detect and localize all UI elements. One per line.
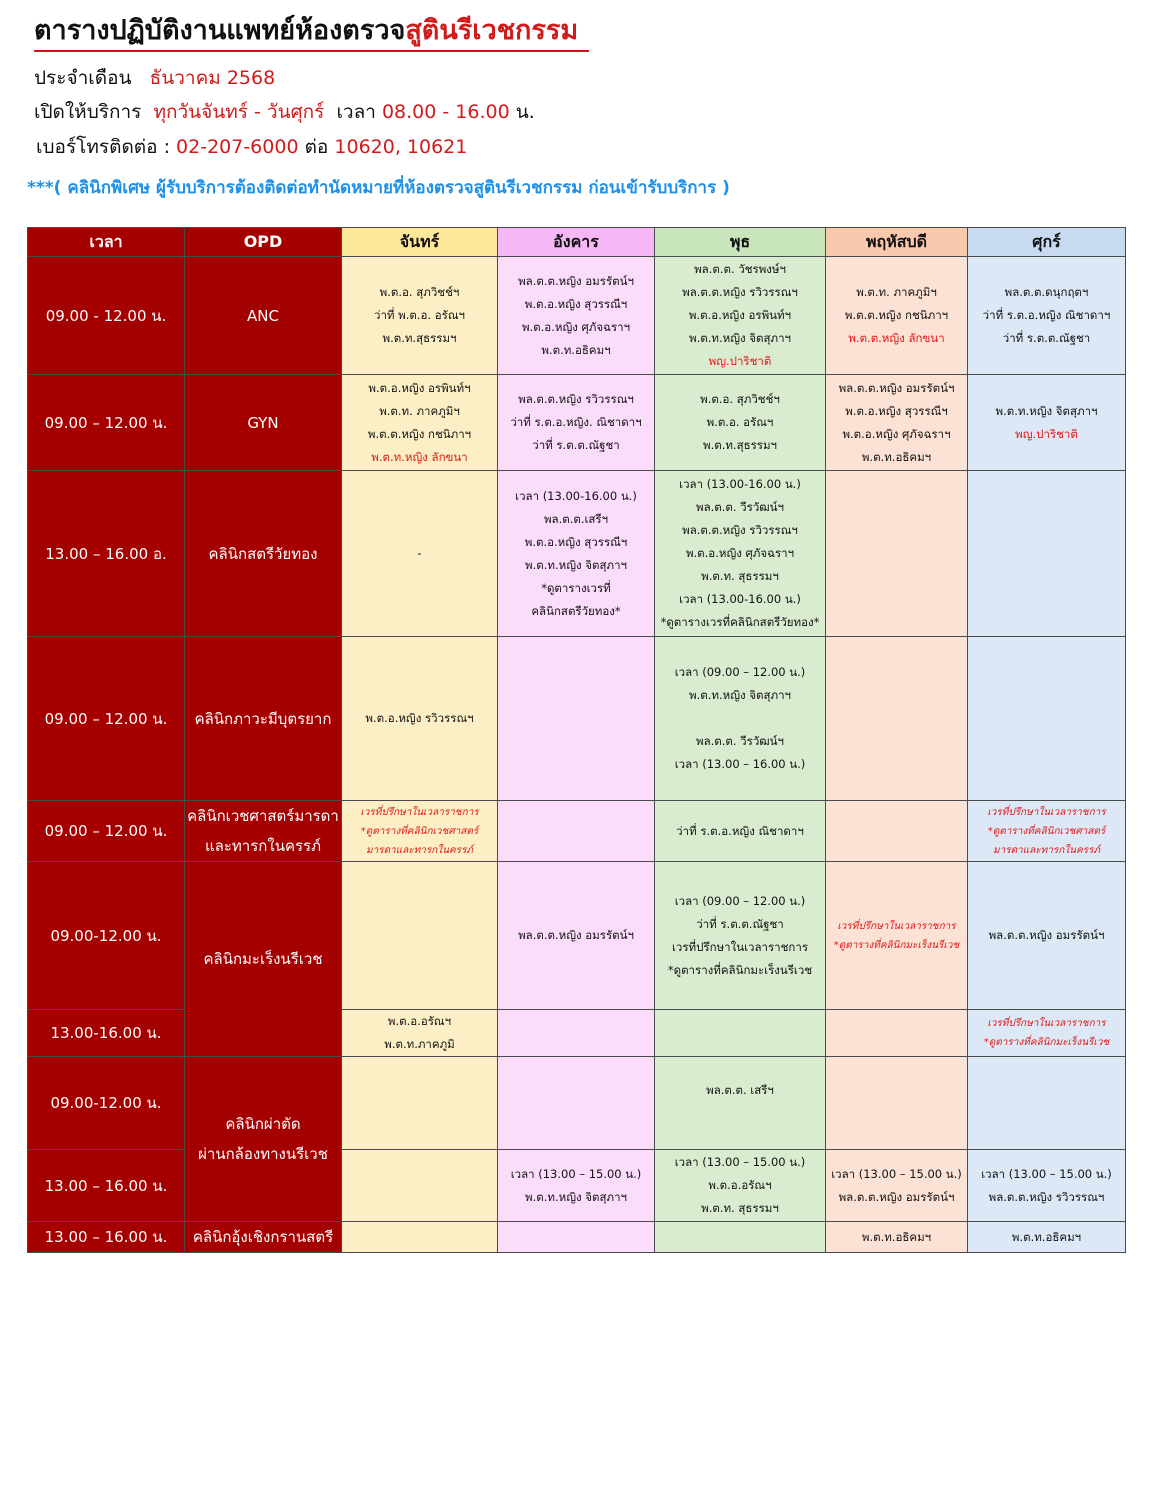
doctor-name: พ.ต.ท.ภาคภูมิ — [384, 1037, 455, 1051]
row-menopause — [28, 471, 1126, 637]
cell-tuesday — [498, 637, 655, 801]
cell-friday — [968, 1010, 1126, 1057]
cell-thursday — [826, 257, 968, 375]
row-mfm — [28, 801, 1126, 862]
cell-monday: - — [342, 471, 498, 637]
doctor-name-highlight: พ.ต.ท.หญิง ลักขนา — [371, 449, 468, 464]
time-cell: 09.00 - 12.00 น. — [28, 257, 185, 375]
time-cell: 09.00-12.00 น. — [28, 1057, 185, 1150]
consult-note: มารดาและทารกในครรภ์ — [365, 844, 473, 856]
doctor-name: พล.ต.ต. วัชรพงษ์ฯ — [694, 262, 786, 276]
doctor-name: พ.ต.อ.หญิง สุวรรณีฯ — [524, 534, 628, 549]
clinic-time: เวลา (13.00 – 15.00 น.) — [831, 1166, 962, 1181]
clinic-time: เวลา (13.00-16.00 น.) — [679, 592, 801, 606]
cell-friday — [968, 801, 1126, 862]
opd-name: ผ่านกล้องทางนรีเวช — [198, 1145, 328, 1163]
ext-label: ต่อ — [304, 136, 329, 158]
doctor-name: พ.ต.อ.อรัณฯ — [387, 1014, 452, 1028]
time-cell: 13.00 – 16.00 อ. — [28, 471, 185, 637]
doctor-name: พ.ต.ต.หญิง กชนิภาฯ — [844, 308, 949, 322]
consult-note: เวรที่ปรึกษาในเวลาราชการ — [837, 920, 956, 932]
cell-wednesday — [655, 375, 826, 471]
cell-monday — [342, 257, 498, 375]
doctor-name: พล.ต.ต.หญิง รวิวรรณฯ — [682, 523, 798, 537]
header-tuesday: อังคาร — [498, 228, 655, 257]
doctor-name: พ.ต.ท.หญิง จิตสุภาฯ — [689, 688, 791, 702]
page-title — [34, 8, 578, 51]
time-cell: 09.00-12.00 น. — [28, 862, 185, 1010]
doctor-name: พล.ต.ต.ดนุกฤตฯ — [1004, 285, 1089, 299]
cell-monday — [342, 1057, 498, 1150]
doctor-name: พ.ต.ท. สุธรรมฯ — [701, 1201, 779, 1215]
doctor-name: พ.ต.ท.สุธรรมฯ — [382, 331, 457, 345]
doctor-name: พล.ต.ต. วีรวัฒน์ฯ — [696, 734, 784, 748]
doctor-name: พ.ต.อ.หญิง อรพินท์ฯ — [688, 308, 792, 322]
opd-cell — [185, 801, 342, 862]
schedule-note: เวรที่ปรึกษาในเวลาราชการ — [671, 939, 809, 954]
cell-monday: พ.ต.อ.หญิง รวิวรรณฯ — [342, 637, 498, 801]
row-urogyn — [28, 1222, 1126, 1253]
cell-monday — [342, 801, 498, 862]
cell-thursday — [826, 1010, 968, 1057]
row-gyn-onco-am — [28, 862, 1126, 1010]
time-label: เวลา — [336, 101, 376, 123]
cell-wednesday — [655, 1150, 826, 1222]
cell-thursday — [826, 801, 968, 862]
cell-tuesday — [498, 471, 655, 637]
cell-tuesday — [498, 1150, 655, 1222]
cell-wednesday — [655, 1222, 826, 1253]
hours-line — [34, 97, 535, 127]
clinic-time: เวลา (13.00 – 15.00 น.) — [674, 1155, 806, 1169]
opd-cell — [185, 1057, 342, 1222]
cell-friday: พล.ต.ต.หญิง อมรรัตน์ฯ — [968, 862, 1126, 1010]
doctor-name: พล.ต.ต.หญิง รวิวรรณฯ — [988, 1189, 1105, 1204]
ext-value: 10620, 10621 — [334, 136, 468, 158]
open-days: ทุกวันจันทร์ - วันศุกร์ — [153, 101, 325, 123]
cell-tuesday — [498, 1057, 655, 1150]
doctor-name: ว่าที่ ร.ต.ต.ณัฐชา — [532, 438, 620, 452]
consult-note: เวรที่ปรึกษาในเวลาราชการ — [987, 806, 1106, 818]
doctor-name: พล.ต.ต.หญิง รวิวรรณฯ — [682, 285, 798, 299]
time-cell: 09.00 – 12.00 น. — [28, 375, 185, 471]
time-value: 08.00 - 16.00 — [381, 101, 510, 123]
doctor-name: พ.ต.ท.หญิง จิตสุภาฯ — [525, 1189, 627, 1204]
clinic-time: เวลา (13.00 – 15.00 น.) — [510, 1166, 642, 1181]
doctor-name: พ.ต.ท.หญิง จิตสุภาฯ — [525, 557, 627, 572]
header-friday: ศุกร์ — [968, 228, 1126, 257]
clinic-time: เวลา (13.00 – 15.00 น.) — [981, 1166, 1112, 1181]
doctor-name: พล.ต.ต.เสรีฯ — [543, 511, 609, 526]
doctor-name: พ.ต.ท.อธิคมฯ — [541, 342, 611, 357]
doctor-name: พ.ต.อ.หญิง ศุภัจฉราฯ — [521, 319, 631, 334]
title-underline — [34, 50, 589, 52]
cell-wednesday — [655, 862, 826, 1010]
doctor-name: พล.ต.ต.หญิง อมรรัตน์ฯ — [838, 380, 955, 395]
cell-friday — [968, 375, 1126, 471]
doctor-name: พ.ต.อ.หญิง ศุภัจฉราฯ — [685, 546, 795, 560]
doctor-name: พ.ต.ท.สุธรรมฯ — [702, 438, 778, 452]
cell-monday — [342, 1150, 498, 1222]
month-line — [34, 63, 275, 93]
consult-note: เวรที่ปรึกษาในเวลาราชการ — [360, 806, 479, 818]
consult-note: *ดูตารางที่คลินิกเวชศาสตร์ — [360, 825, 479, 837]
open-label: เปิดให้บริการ — [34, 101, 142, 123]
doctor-name-highlight: พญ.ปาริชาติ — [1015, 426, 1078, 441]
cell-thursday — [826, 375, 968, 471]
month-label: ประจำเดือน — [34, 67, 132, 89]
doctor-name: พล.ต.ต.หญิง รวิวรรณฯ — [518, 392, 634, 406]
header-wednesday: พุธ — [655, 228, 826, 257]
doctor-name: ว่าที่ ร.ต.อ.หญิง ณิชาดาฯ — [982, 308, 1111, 322]
clinic-time: เวลา (13.00-16.00 น.) — [679, 477, 801, 491]
cell-friday: พ.ต.ท.อธิคมฯ — [968, 1222, 1126, 1253]
cell-thursday — [826, 1150, 968, 1222]
cell-tuesday — [498, 375, 655, 471]
consult-note: *ดูตารางที่คลินิกเวชศาสตร์ — [987, 825, 1106, 837]
cell-wednesday: ว่าที่ ร.ต.อ.หญิง ณิชาดาฯ — [655, 801, 826, 862]
cell-tuesday — [498, 801, 655, 862]
special-clinic-note: ***( คลินิกพิเศษ ผู้รับบริการต้องติดต่อทำนัดหมายที่ห้องตรวจสูตินรีเวชกรรม ก่อนเข้ารับบริการ ) — [27, 178, 730, 198]
doctor-name-highlight: พ.ต.ต.หญิง ลักขนา — [848, 331, 945, 345]
opd-cell: ANC — [185, 257, 342, 375]
doctor-name: พ.ต.อ.หญิง สุวรรณีฯ — [845, 403, 948, 418]
schedule-note: *ดูตารางเวรที่คลินิกสตรีวัยทอง* — [660, 615, 820, 629]
time-unit: น. — [515, 101, 535, 123]
doctor-name: ว่าที่ ร.ต.ต.ณัฐชา — [1002, 331, 1091, 345]
clinic-time: เวลา (09.00 – 12.00 น.) — [674, 893, 806, 908]
cell-thursday — [826, 1057, 968, 1150]
phone-line — [36, 132, 467, 162]
header-time: เวลา — [28, 228, 185, 257]
doctor-name: พ.ต.ท. ภาคภูมิฯ — [856, 285, 937, 299]
cell-thursday — [826, 471, 968, 637]
cell-friday — [968, 1150, 1126, 1222]
cell-tuesday — [498, 257, 655, 375]
phone-value: 02-207-6000 — [176, 136, 299, 158]
spacer — [657, 707, 823, 730]
time-cell: 13.00 – 16.00 น. — [28, 1150, 185, 1222]
opd-name: และทารกในครรภ์ — [205, 837, 321, 855]
cell-monday — [342, 1010, 498, 1057]
time-cell: 13.00 – 16.00 น. — [28, 1222, 185, 1253]
cell-wednesday: พล.ต.ต. เสรีฯ — [655, 1057, 826, 1150]
opd-name: คลินิกเวชศาสตร์มารดา — [187, 807, 339, 825]
opd-cell: คลินิกมะเร็งนรีเวช — [185, 862, 342, 1057]
doctor-name: พ.ต.อ. สุภวิชช์ฯ — [379, 285, 460, 299]
doctor-name: พ.ต.อ. สุภวิชช์ฯ — [700, 392, 780, 406]
cell-thursday: พ.ต.ท.อธิคมฯ — [826, 1222, 968, 1253]
title-highlight: สูตินรีเวชกรรม — [405, 15, 579, 46]
header-thursday: พฤหัสบดี — [826, 228, 968, 257]
doctor-name: พ.ต.ท. สุธรรมฯ — [701, 569, 779, 583]
header-row — [28, 228, 1126, 257]
consult-note: มารดาและทารกในครรภ์ — [992, 844, 1100, 856]
doctor-name: พ.ต.อ.หญิง สุวรรณีฯ — [524, 296, 628, 311]
doctor-name: พ.ต.ท. ภาคภูมิฯ — [379, 403, 460, 418]
cell-monday — [342, 1222, 498, 1253]
cell-wednesday — [655, 257, 826, 375]
header-opd: OPD — [185, 228, 342, 257]
consult-note: เวรที่ปรึกษาในเวลาราชการ — [987, 1018, 1106, 1029]
phone-label: เบอร์โทรติดต่อ : — [36, 136, 170, 158]
row-gyn — [28, 375, 1126, 471]
doctor-name: พ.ต.อ.อรัณฯ — [708, 1178, 772, 1192]
schedule-note: *ดูตารางที่คลินิกมะเร็งนรีเวช — [667, 962, 813, 977]
consult-note: *ดูตารางที่คลินิกมะเร็งนรีเวช — [833, 939, 960, 951]
row-infertility — [28, 637, 1126, 801]
doctor-name-highlight: พญ.ปาริชาติ — [708, 354, 772, 368]
cell-wednesday — [655, 637, 826, 801]
consult-note: *ดูตารางที่คลินิกมะเร็งนรีเวช — [983, 1037, 1110, 1048]
month-value: ธันวาคม 2568 — [149, 67, 276, 89]
cell-friday — [968, 637, 1126, 801]
doctor-name: พล.ต.ต.หญิง อมรรัตน์ฯ — [518, 273, 634, 288]
doctor-name: พ.ต.อ. อรัณฯ — [706, 415, 774, 429]
doctor-name: พ.ต.อ.หญิง ศุภัจฉราฯ — [842, 426, 951, 441]
clinic-time: เวลา (13.00-16.00 น.) — [515, 488, 637, 503]
clinic-time: เวลา (13.00 – 16.00 น.) — [674, 757, 806, 771]
doctor-name: พ.ต.อ.หญิง อรพินท์ฯ — [368, 380, 471, 395]
doctor-name: ว่าที่ พ.ต.อ. อรัณฯ — [374, 308, 465, 322]
schedule-note: คลินิกสตรีวัยทอง* — [531, 603, 621, 618]
schedule-table — [27, 227, 1126, 1253]
doctor-name: พ.ต.ต.หญิง กชนิภาฯ — [367, 426, 472, 441]
cell-monday — [342, 862, 498, 1010]
header-monday: จันทร์ — [342, 228, 498, 257]
opd-cell: GYN — [185, 375, 342, 471]
time-cell: 09.00 – 12.00 น. — [28, 637, 185, 801]
cell-tuesday: พล.ต.ต.หญิง อมรรัตน์ฯ — [498, 862, 655, 1010]
row-laparoscopy-am — [28, 1057, 1126, 1150]
cell-wednesday — [655, 471, 826, 637]
schedule-note: *ดูตารางเวรที่ — [541, 580, 611, 595]
cell-tuesday — [498, 1010, 655, 1057]
doctor-name: พ.ต.ท.หญิง จิตสุภาฯ — [689, 331, 791, 345]
cell-monday — [342, 375, 498, 471]
doctor-name: พล.ต.ต.หญิง อมรรัตน์ฯ — [838, 1189, 955, 1204]
doctor-name: พ.ต.ท.อธิคมฯ — [861, 449, 932, 464]
cell-wednesday — [655, 1010, 826, 1057]
cell-thursday — [826, 862, 968, 1010]
time-cell: 09.00 – 12.00 น. — [28, 801, 185, 862]
opd-cell: คลินิกภาวะมีบุตรยาก — [185, 637, 342, 801]
cell-friday — [968, 257, 1126, 375]
doctor-name: ว่าที่ ร.ต.ต.ณัฐชา — [696, 916, 784, 931]
doctor-name: พล.ต.ต. วีรวัฒน์ฯ — [696, 500, 784, 514]
opd-cell: คลินิกอุ้งเชิงกรานสตรี — [185, 1222, 342, 1253]
cell-friday — [968, 1057, 1126, 1150]
cell-tuesday — [498, 1222, 655, 1253]
doctor-name: ว่าที่ ร.ต.อ.หญิง. ณิชาดาฯ — [510, 415, 642, 429]
clinic-time: เวลา (09.00 – 12.00 น.) — [674, 665, 806, 679]
title-main: ตารางปฏิบัติงานแพทย์ห้องตรวจ — [34, 15, 406, 46]
cell-thursday — [826, 637, 968, 801]
opd-name: คลินิกผ่าตัด — [225, 1115, 301, 1133]
opd-cell: คลินิกสตรีวัยทอง — [185, 471, 342, 637]
cell-friday — [968, 471, 1126, 637]
row-anc — [28, 257, 1126, 375]
doctor-name: พ.ต.ท.หญิง จิตสุภาฯ — [995, 403, 1098, 418]
time-cell: 13.00-16.00 น. — [28, 1010, 185, 1057]
